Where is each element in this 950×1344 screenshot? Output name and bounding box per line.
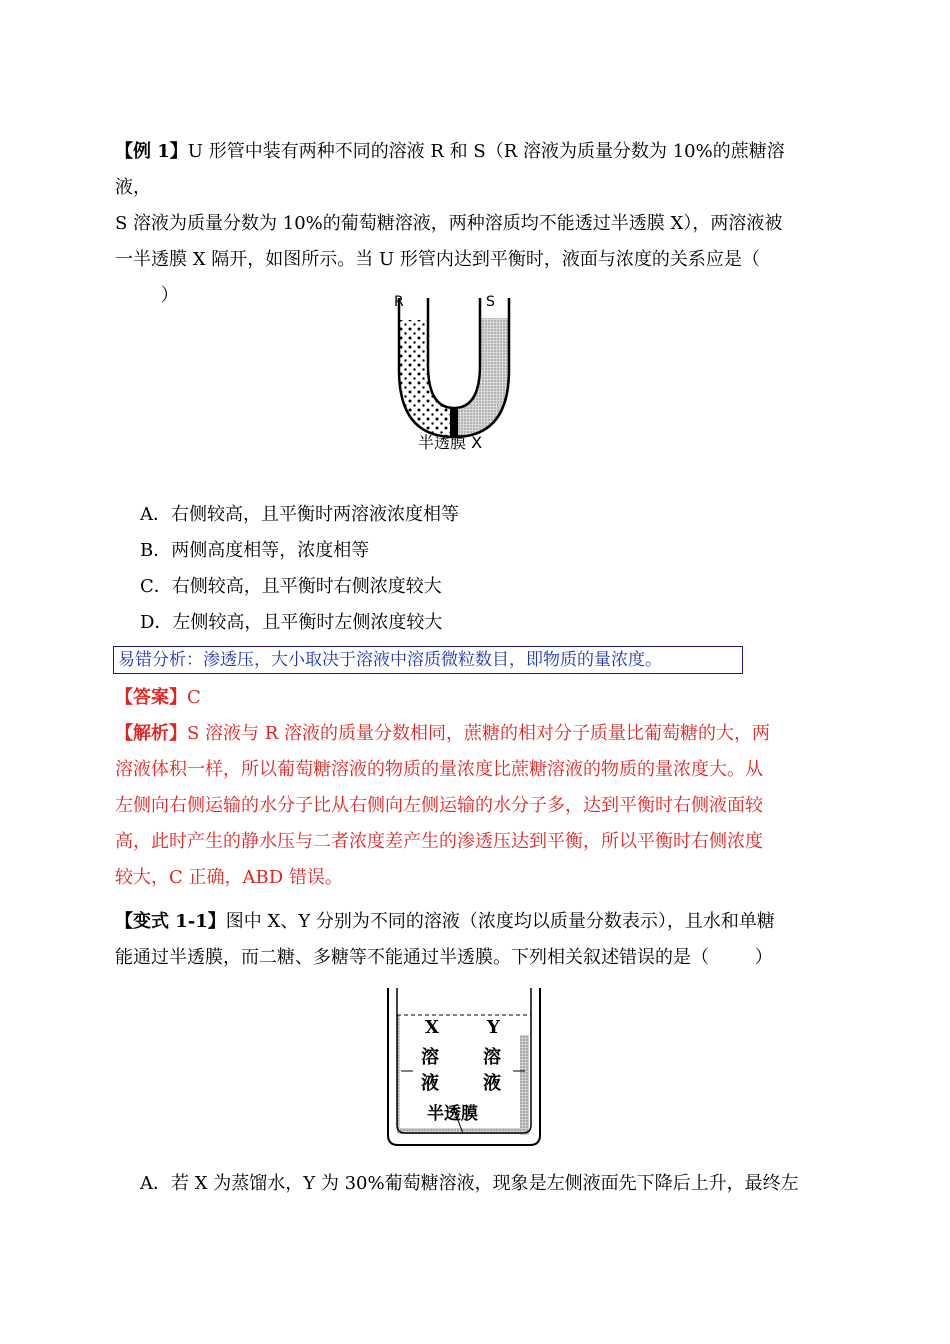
analysis-line-3: 左侧向右侧运输的水分子比从右侧向左侧运输的水分子多，达到平衡时右侧液面较 bbox=[115, 795, 763, 816]
example1-line-4: ） bbox=[115, 285, 179, 306]
label-s: S bbox=[486, 294, 495, 310]
analysis-line-5: 较大，C 正确，ABD 错误。 bbox=[115, 867, 343, 888]
beaker-diagram bbox=[385, 985, 545, 1150]
analysis-block bbox=[115, 716, 815, 896]
example1-line-3: 一半透膜 X 隔开，如图所示。当 U 形管内达到平衡时，液面与浓度的关系应是（ bbox=[115, 249, 760, 270]
y-label: Y bbox=[487, 1017, 500, 1038]
x-solution-char2: 液 bbox=[421, 1073, 439, 1094]
option-b: B．两侧高度相等，浓度相等 bbox=[140, 540, 370, 561]
u-tube-figure bbox=[380, 290, 530, 460]
beaker-figure bbox=[385, 985, 545, 1150]
variant-label: 【变式 1-1】 bbox=[115, 911, 226, 932]
analysis-line-4: 高，此时产生的静水压与二者浓度差产生的渗透压达到平衡，所以平衡时右侧浓度 bbox=[115, 831, 763, 852]
variant-question bbox=[115, 904, 815, 976]
answer-block bbox=[115, 680, 815, 716]
x-solution-char1: 溶 bbox=[421, 1047, 439, 1068]
x-label: X bbox=[425, 1017, 439, 1038]
answer-label: 【答案】 bbox=[115, 687, 187, 708]
option-c: C．右侧较高，且平衡时右侧浓度较大 bbox=[140, 576, 442, 597]
example1-line-1: U 形管中装有两种不同的溶液 R 和 S（R 溶液为质量分数为 10%的蔗糖溶液， bbox=[115, 141, 785, 198]
example1-question bbox=[115, 134, 815, 314]
y-solution-char1: 溶 bbox=[483, 1047, 501, 1068]
membrane-label: 半透膜 bbox=[427, 1104, 478, 1124]
label-r: R bbox=[394, 294, 404, 310]
variant-line-1: 图中 X、Y 分别为不同的溶液（浓度均以质量分数表示），且水和单糖 bbox=[225, 911, 775, 932]
variant-line-2: 能通过半透膜，而二糖、多糖等不能通过半透膜。下列相关叙述错误的是（ ） bbox=[115, 947, 773, 968]
analysis-line-1: S 溶液与 R 溶液的质量分数相同，蔗糖的相对分子质量比葡萄糖的大，两 bbox=[187, 723, 771, 744]
u-tube-caption: 半透膜 X bbox=[418, 433, 483, 452]
example1-label: 【例 1】 bbox=[115, 141, 188, 162]
analysis-label: 【解析】 bbox=[115, 723, 187, 744]
option-a: A．右侧较高，且平衡时两溶液浓度相等 bbox=[140, 504, 459, 525]
variant-option-a: A．若 X 为蒸馏水，Y 为 30%葡萄糖溶液，现象是左侧液面先下降后上升，最终左 bbox=[140, 1173, 799, 1194]
option-d: D．左侧较高，且平衡时左侧浓度较大 bbox=[140, 612, 443, 633]
error-analysis-note: 易错分析：渗透压，大小取决于溶液中溶质微粒数目，即物质的量浓度。 bbox=[113, 646, 743, 674]
y-solution-char2: 液 bbox=[483, 1073, 501, 1094]
answer-value: C bbox=[187, 687, 201, 708]
analysis-line-2: 溶液体积一样，所以葡萄糖溶液的物质的量浓度比蔗糖溶液的物质的量浓度大。从 bbox=[115, 759, 763, 780]
example1-line-2: S 溶液为质量分数为 10%的葡萄糖溶液，两种溶质均不能透过半透膜 X），两溶液被 bbox=[115, 213, 783, 234]
